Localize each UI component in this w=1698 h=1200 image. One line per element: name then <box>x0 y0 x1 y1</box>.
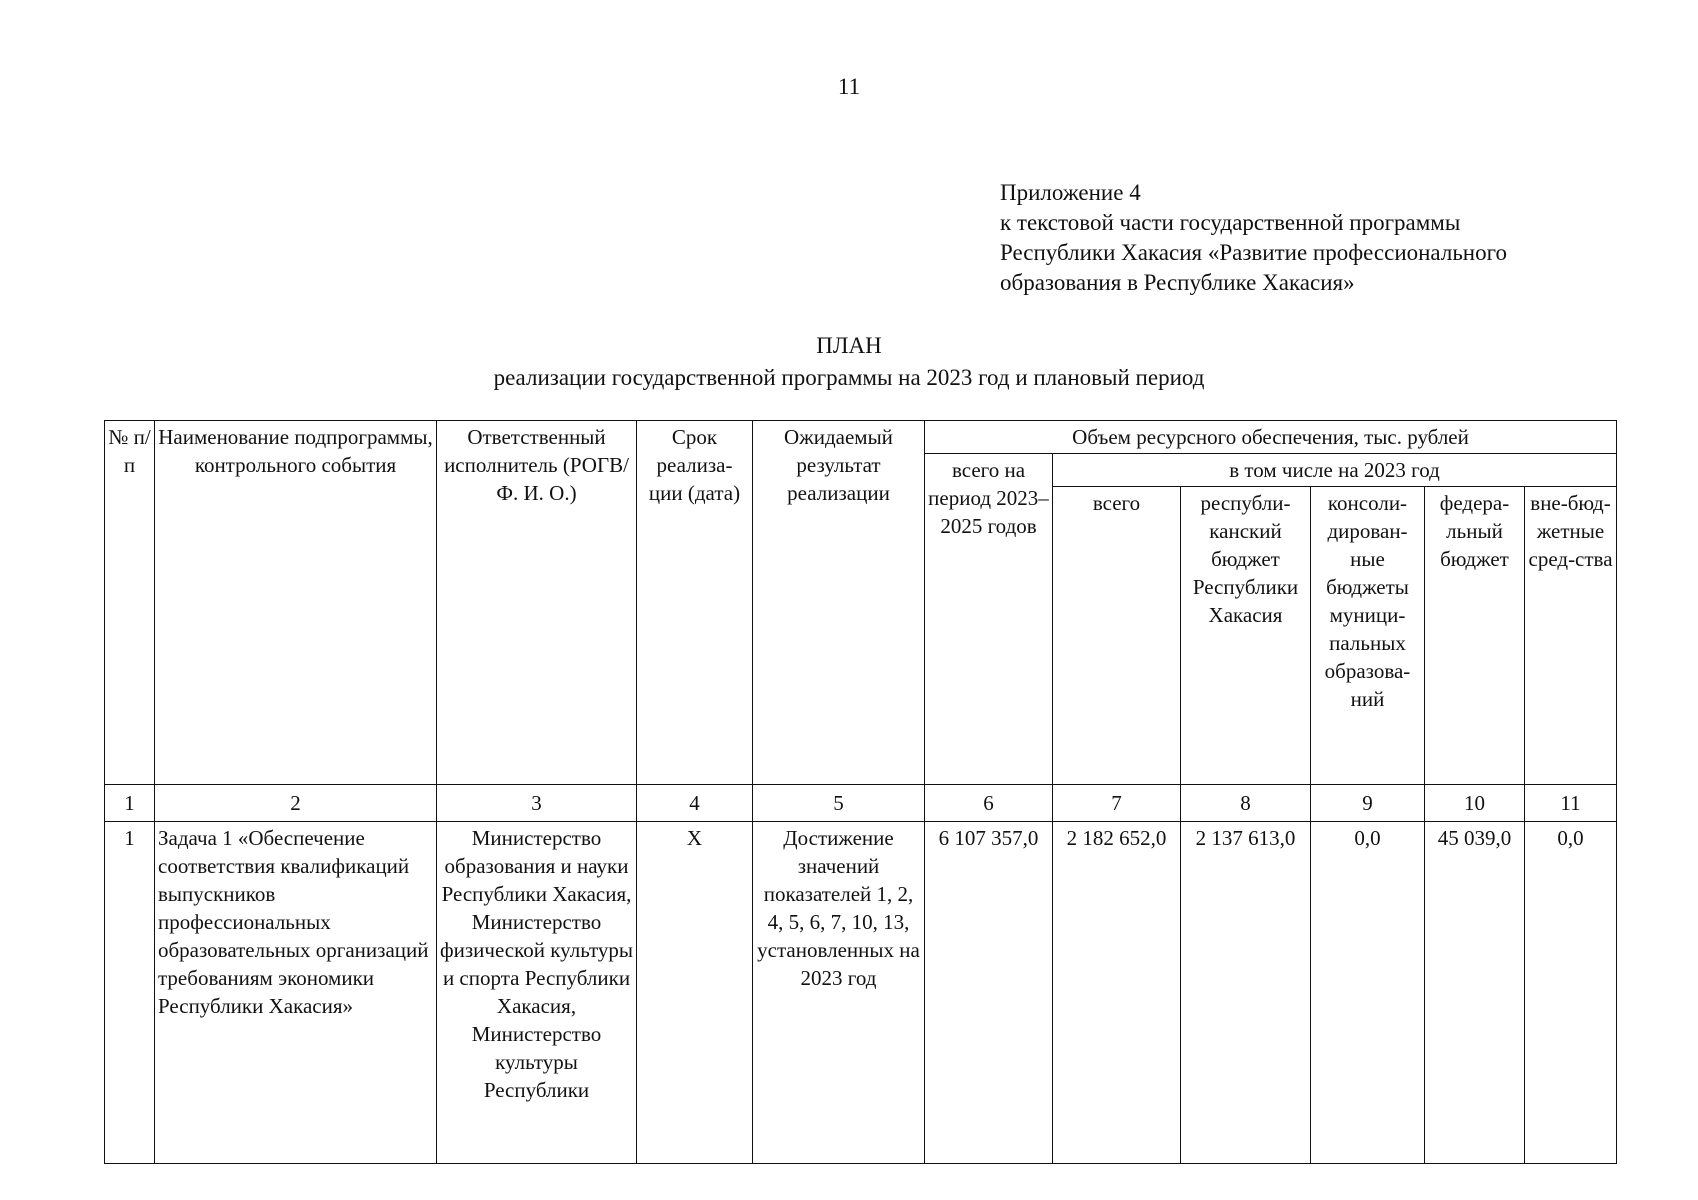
header-name: Наименование подпрограммы, контрольного события <box>155 421 437 785</box>
header-term: Срок реализа-ции (дата) <box>637 421 753 785</box>
column-number: 1 <box>105 785 155 822</box>
appendix-line: Республики Хакасия «Развитие профессионального <box>1000 240 1507 265</box>
appendix-line: к текстовой части государственной программы <box>1000 210 1461 235</box>
title-main: ПЛАН <box>816 333 882 358</box>
column-number: 8 <box>1181 785 1311 822</box>
row-term: Х <box>637 822 753 1164</box>
header-total-period: всего на период 2023–2025 годов <box>925 454 1053 785</box>
column-number: 5 <box>753 785 925 822</box>
appendix-caption <box>1000 178 1640 298</box>
row-extra-budget: 0,0 <box>1525 822 1617 1164</box>
header-including-2023: в том числе на 2023 год <box>1053 454 1617 487</box>
column-number: 4 <box>637 785 753 822</box>
header-executor: Ответственный исполнитель (РОГВ/Ф. И. О.) <box>437 421 637 785</box>
header-num: № п/п <box>105 421 155 785</box>
table-row <box>105 822 1617 1164</box>
appendix-line: Приложение 4 <box>1000 180 1141 205</box>
column-number: 6 <box>925 785 1053 822</box>
row-federal-budget: 45 039,0 <box>1425 822 1525 1164</box>
row-republic-budget: 2 137 613,0 <box>1181 822 1311 1164</box>
header-extra-budget: вне-бюд-жетные сред-ства <box>1525 487 1617 785</box>
row-executor: Министерство образования и науки Республики Хакасия, Министерство физической культуры и спорта Республики Хакасия, Министерство культуры Республики <box>437 822 637 1164</box>
row-total-2023: 2 182 652,0 <box>1053 822 1181 1164</box>
document-title <box>0 330 1698 394</box>
column-number: 10 <box>1425 785 1525 822</box>
row-total-period: 6 107 357,0 <box>925 822 1053 1164</box>
header-federal-budget: федера-льный бюджет <box>1425 487 1525 785</box>
plan-table <box>104 420 1617 1164</box>
row-num: 1 <box>105 822 155 1164</box>
header-result: Ожидаемый результат реализации <box>753 421 925 785</box>
appendix-line: образования в Республике Хакасия» <box>1000 270 1355 295</box>
header-resources: Объем ресурсного обеспечения, тыс. рублей <box>925 421 1617 454</box>
header-row <box>105 421 1617 454</box>
header-total: всего <box>1053 487 1181 785</box>
row-result: Достижение значений показателей 1, 2, 4, 5, 6, 7, 10, 13, установленных на 2023 год <box>753 822 925 1164</box>
column-number: 7 <box>1053 785 1181 822</box>
column-number: 11 <box>1525 785 1617 822</box>
row-name: Задача 1 «Обеспечение соответствия квалификаций выпускников профессиональных образовательных организаций требованиям экономики Республики Хакасия» <box>155 822 437 1164</box>
page-number: 11 <box>837 74 861 99</box>
column-number: 9 <box>1311 785 1425 822</box>
row-municipal-budgets: 0,0 <box>1311 822 1425 1164</box>
header-municipal-budgets: консоли-дирован-ные бюджеты муници-пальных образова-ний <box>1311 487 1425 785</box>
title-sub: реализации государственной программы на 2023 год и плановый период <box>493 365 1205 390</box>
column-number: 3 <box>437 785 637 822</box>
column-number-row <box>105 785 1617 822</box>
column-number: 2 <box>155 785 437 822</box>
header-republic-budget: республи-канский бюджет Республики Хакасия <box>1181 487 1311 785</box>
